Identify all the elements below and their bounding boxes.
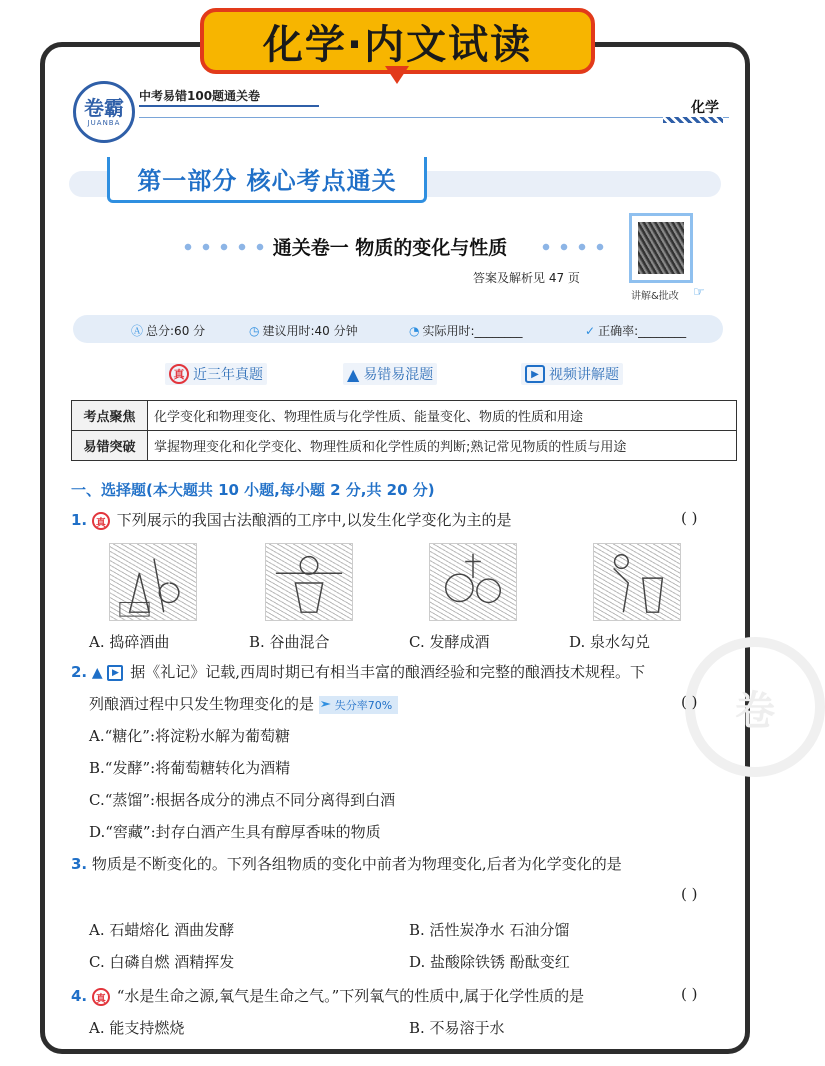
answer-bracket[interactable]: ( )	[681, 693, 698, 711]
actual-time	[409, 322, 523, 339]
option-b[interactable]: B. 不易溶于水	[409, 1019, 505, 1037]
table-key: 考点聚焦	[72, 401, 148, 431]
subject-stripe	[663, 117, 723, 123]
legend-real-label: 近三年真题	[193, 367, 263, 383]
illustration-b	[265, 543, 353, 621]
fermenting-illustration	[430, 544, 516, 620]
exam-title: 通关卷一 物质的变化与性质	[272, 237, 508, 259]
question-number: 4.	[71, 987, 88, 1005]
focus-table	[71, 400, 737, 461]
illustration-c	[429, 543, 517, 621]
option-c[interactable]: C.“蒸馏”:根据各成分的沸点不同分离得到白酒	[89, 791, 396, 809]
question-3-stem	[71, 853, 622, 874]
series-title: 中考易错100题通关卷	[139, 89, 261, 103]
warning-icon: ▲	[347, 364, 360, 384]
check-circle-icon: ✓	[585, 323, 596, 338]
answer-bracket[interactable]: ( )	[681, 885, 698, 903]
option-a[interactable]: A.“糖化”:将淀粉水解为葡萄糖	[89, 727, 290, 745]
illustration-a	[109, 543, 197, 621]
question-text: 物质是不断变化的。下列各组物质的变化中前者为物理变化,后者为化学变化的是	[91, 855, 622, 873]
question-text: “水是生命之源,氧气是生命之气。”下列氧气的性质中,属于化学性质的是	[116, 987, 585, 1005]
option-d[interactable]: D. 盐酸除铁锈 酚酞变红	[409, 953, 570, 971]
hand-pointer-icon: ☞	[693, 285, 705, 300]
subject-label: 化学	[691, 100, 719, 116]
question-4-stem	[71, 985, 584, 1006]
banner-title: 化学·内文试读	[262, 21, 533, 68]
illustration-d	[593, 543, 681, 621]
timer-icon: ◔	[409, 323, 420, 338]
question-2-stem	[71, 661, 645, 682]
real-exam-icon: 真	[169, 364, 189, 384]
title-dots-right	[537, 243, 609, 251]
accuracy-text: 正确率:________	[598, 324, 687, 338]
option-a[interactable]: A. 石蜡熔化 酒曲发酵	[89, 921, 235, 939]
video-icon: ▶	[525, 365, 545, 383]
accuracy	[585, 322, 686, 339]
option-b[interactable]: B. 活性炭净水 石油分馏	[409, 921, 570, 939]
legend-error-label: 易错易混题	[363, 367, 434, 383]
qr-label: 讲解&批改	[631, 291, 679, 302]
part-title: 第一部分 核心考点通关	[137, 167, 397, 195]
qr-code[interactable]	[629, 213, 693, 283]
answer-bracket[interactable]: ( )	[681, 985, 698, 1003]
clock-icon: ◷	[249, 323, 260, 338]
option-a[interactable]: A. 能支持燃烧	[89, 1019, 185, 1037]
part-heading	[107, 157, 427, 203]
title-banner	[200, 8, 595, 74]
option-a[interactable]: A. 捣碎酒曲	[89, 633, 170, 651]
legend-error-prone	[343, 363, 437, 385]
error-rate-badge: 失分率70%	[319, 696, 398, 714]
logo-text: 卷霸	[84, 96, 124, 120]
option-d[interactable]: D.“窖藏”:封存白酒产生具有醇厚香味的物质	[89, 823, 381, 841]
suggested-time-text: 建议用时:40 分钟	[262, 324, 358, 338]
section-title: 一、选择题(本大题共 10 小题,每小题 2 分,共 20 分)	[71, 481, 435, 499]
video-icon: ▶	[107, 665, 123, 681]
page-frame	[40, 42, 775, 1054]
answer-bracket[interactable]: ( )	[681, 509, 698, 527]
option-d[interactable]: D. 泉水勾兑	[569, 633, 651, 651]
table-row	[72, 431, 737, 461]
legend-real-exam	[165, 363, 267, 385]
mixing-illustration	[266, 544, 352, 620]
question-text: 据《礼记》记载,西周时期已有相当丰富的酿酒经验和完整的酿酒技术规程。下	[130, 663, 646, 681]
total-score	[131, 322, 205, 339]
question-number: 2.	[71, 663, 88, 681]
question-number: 3.	[71, 855, 88, 873]
warning-icon: ▲	[91, 665, 103, 681]
answer-note: 答案及解析见 47 页	[473, 271, 580, 285]
question-number: 1.	[71, 511, 88, 529]
question-1-stem	[71, 509, 511, 530]
series-underline	[139, 105, 319, 107]
crushing-illustration	[110, 544, 196, 620]
suggested-time	[249, 322, 358, 339]
brand-logo	[73, 81, 135, 143]
total-score-text: 总分:60 分	[146, 324, 206, 338]
qr-pattern	[638, 222, 684, 274]
option-c[interactable]: C. 白磷自燃 酒精挥发	[89, 953, 235, 971]
legend-video	[521, 363, 623, 385]
option-b[interactable]: B.“发酵”:将葡萄糖转化为酒精	[89, 759, 291, 777]
question-text: 下列展示的我国古法酿酒的工序中,以发生化学变化为主的是	[116, 511, 512, 529]
blending-illustration	[594, 544, 680, 620]
table-value: 化学变化和物理变化、物理性质与化学性质、能量变化、物质的性质和用途	[148, 401, 737, 431]
table-key: 易错突破	[72, 431, 148, 461]
watermark-logo: 卷	[685, 637, 825, 777]
real-exam-icon: 真	[92, 988, 110, 1006]
banner-pointer	[385, 66, 409, 84]
question-text: 列酿酒过程中只发生物理变化的是	[89, 695, 315, 713]
score-icon: Ⓐ	[131, 324, 144, 338]
info-bar	[73, 315, 723, 343]
legend-video-label: 视频讲解题	[549, 367, 619, 383]
real-exam-icon: 真	[92, 512, 110, 530]
actual-time-text: 实际用时:________	[422, 324, 523, 338]
table-row	[72, 401, 737, 431]
logo-subtext: JUANBA	[87, 119, 121, 127]
option-c[interactable]: C. 发酵成酒	[409, 633, 490, 651]
table-value: 掌握物理变化和化学变化、物理性质和化学性质的判断;熟记常见物质的性质与用途	[148, 431, 737, 461]
header-divider	[139, 117, 729, 118]
question-2-stem-cont	[89, 693, 398, 714]
option-b[interactable]: B. 谷曲混合	[249, 633, 330, 651]
